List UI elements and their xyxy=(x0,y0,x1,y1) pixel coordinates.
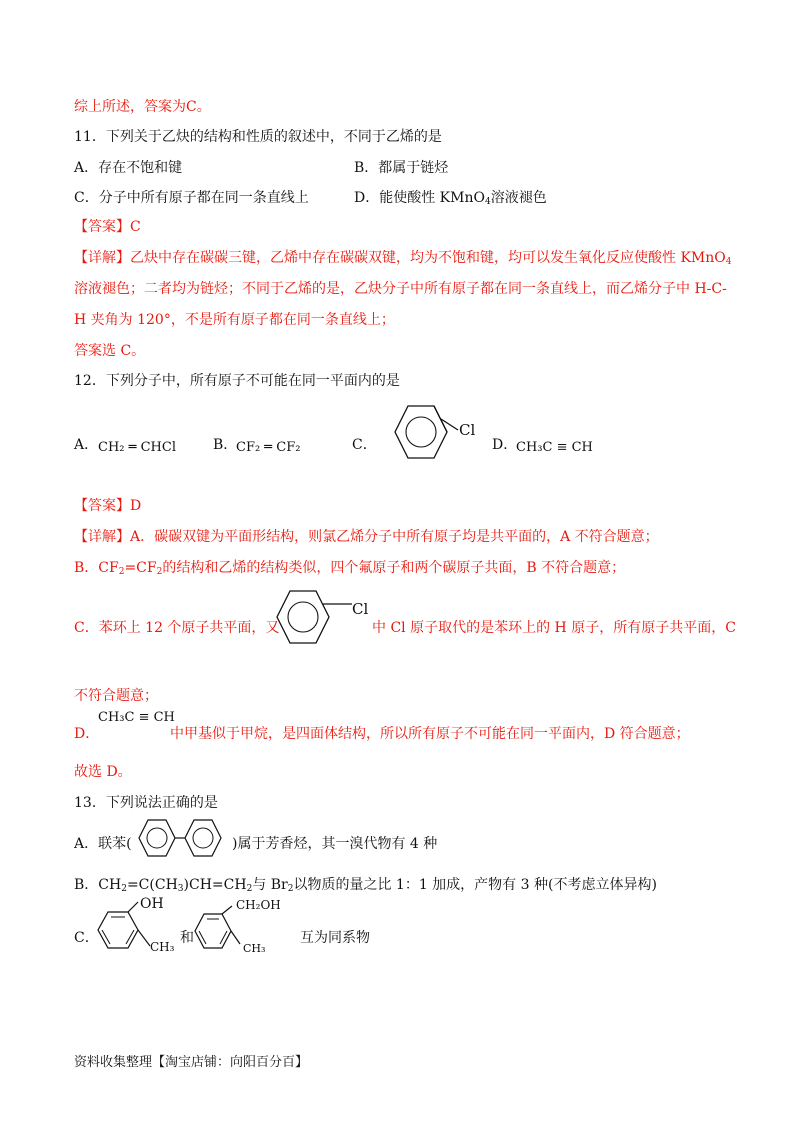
q12-option-c-label: C． xyxy=(352,437,377,453)
q11-detail-line1: 【详解】乙炔中存在碳碳三键，乙烯中存在碳碳双键，均为不饱和键，均可以发生氧化反应使酸性 KMnO$_4$ xyxy=(74,250,732,267)
q12-option-a-formula: CH₂ ═ CHCl xyxy=(98,440,176,455)
q13-stem: 13．下列说法正确的是 xyxy=(74,795,218,811)
q12-option-b-formula: CF₂ ═ CF₂ xyxy=(236,440,301,455)
previous-summary: 综上所述，答案为C。 xyxy=(74,99,211,115)
q13-option-c-and: 和 xyxy=(180,930,194,946)
q13-option-a-pre: A．联苯( xyxy=(74,836,132,852)
o-cresol-ch3: CH₃ xyxy=(150,940,175,954)
q12-detail-d-text: 中甲基似于甲烷，是四面体结构，所以所有原子不可能在同一平面内，D 符合题意； xyxy=(170,726,690,742)
chlorobenzene-cl: Cl xyxy=(459,421,476,439)
q11-stem: 11．下列关于乙炔的结构和性质的叙述中，不同于乙烯的是 xyxy=(74,129,442,145)
chlorobenzene-inline-cl: Cl xyxy=(352,600,369,618)
q12-detail-c-cont: 不符合题意； xyxy=(74,688,158,704)
q12-option-a-label: A． xyxy=(74,437,99,453)
q11-option-d: D．能使酸性 KMnO$_4$溶液褪色 xyxy=(354,190,547,207)
q12-detail-d-label: D． xyxy=(74,726,100,742)
q12-detail-c-post: 中 Cl 原子取代的是苯环上的 H 原子，所有原子共平面，C xyxy=(372,620,736,636)
o-cresol-oh: OH xyxy=(140,896,164,912)
q13-option-c-post: 互为同系物 xyxy=(300,930,370,946)
q12-answer: 【答案】D xyxy=(74,498,142,514)
q11-answer: 【答案】C xyxy=(74,219,141,235)
q11-detail-line2: 溶液褪色；二者均为链烃；不同于乙烯的是，乙炔分子中所有原子都在同一条直线上，而乙烯分子中 H-C- xyxy=(74,281,727,297)
q12-conclusion: 故选 D。 xyxy=(74,764,132,780)
q12-option-d-label: D． xyxy=(492,437,518,453)
chlorobenzene-inline-structure xyxy=(268,585,378,655)
q12-detail-d-formula: CH₃C ≡ CH xyxy=(98,710,175,725)
q12-option-d-formula: CH₃C ≡ CH xyxy=(516,440,593,455)
q13-option-a-post: )属于芳香烃，其一溴代物有 4 种 xyxy=(232,836,438,852)
methylbenzyl-ch3: CH₃ xyxy=(243,942,266,955)
q11-option-b: B．都属于链烃 xyxy=(354,160,449,176)
page-footer: 资料收集整理【淘宝店铺：向阳百分百】 xyxy=(74,1055,309,1070)
q11-option-a: A．存在不饱和键 xyxy=(74,160,183,176)
q12-stem: 12．下列分子中，所有原子不可能在同一平面内的是 xyxy=(74,373,400,389)
q13-option-c-label: C． xyxy=(74,930,99,946)
q12-detail-c-pre: C．苯环上 12 个原子共平面，又 xyxy=(74,620,280,636)
q12-detail-b: B．$CF_2=CF_2$的结构和乙烯的结构类似，四个氟原子和两个碳原子共面，B 不符合题意； xyxy=(74,560,626,577)
q12-option-b-label: B． xyxy=(213,437,238,453)
q11-conclusion: 答案选 C。 xyxy=(74,343,146,359)
methylbenzyl-ch2oh: CH₂OH xyxy=(236,898,281,912)
q11-detail-line3: H 夹角为 120°，不是所有原子都在同一条直线上； xyxy=(74,312,395,328)
biphenyl-structure xyxy=(134,817,234,859)
q13-option-b: B．$CH_2=C(CH_3)CH=CH_2$与 $Br_2$以物质的量之比 1：1 加成，产物有 3 种(不考虑立体异构) xyxy=(74,877,657,894)
o-cresol-structure xyxy=(94,898,184,964)
q11-option-c: C．分子中所有原子都在同一条直线上 xyxy=(74,190,309,206)
q12-detail-a: 【详解】A．碳碳双键为平面形结构，则氯乙烯分子中所有原子均是共平面的，A 不符合题意； xyxy=(74,529,659,545)
